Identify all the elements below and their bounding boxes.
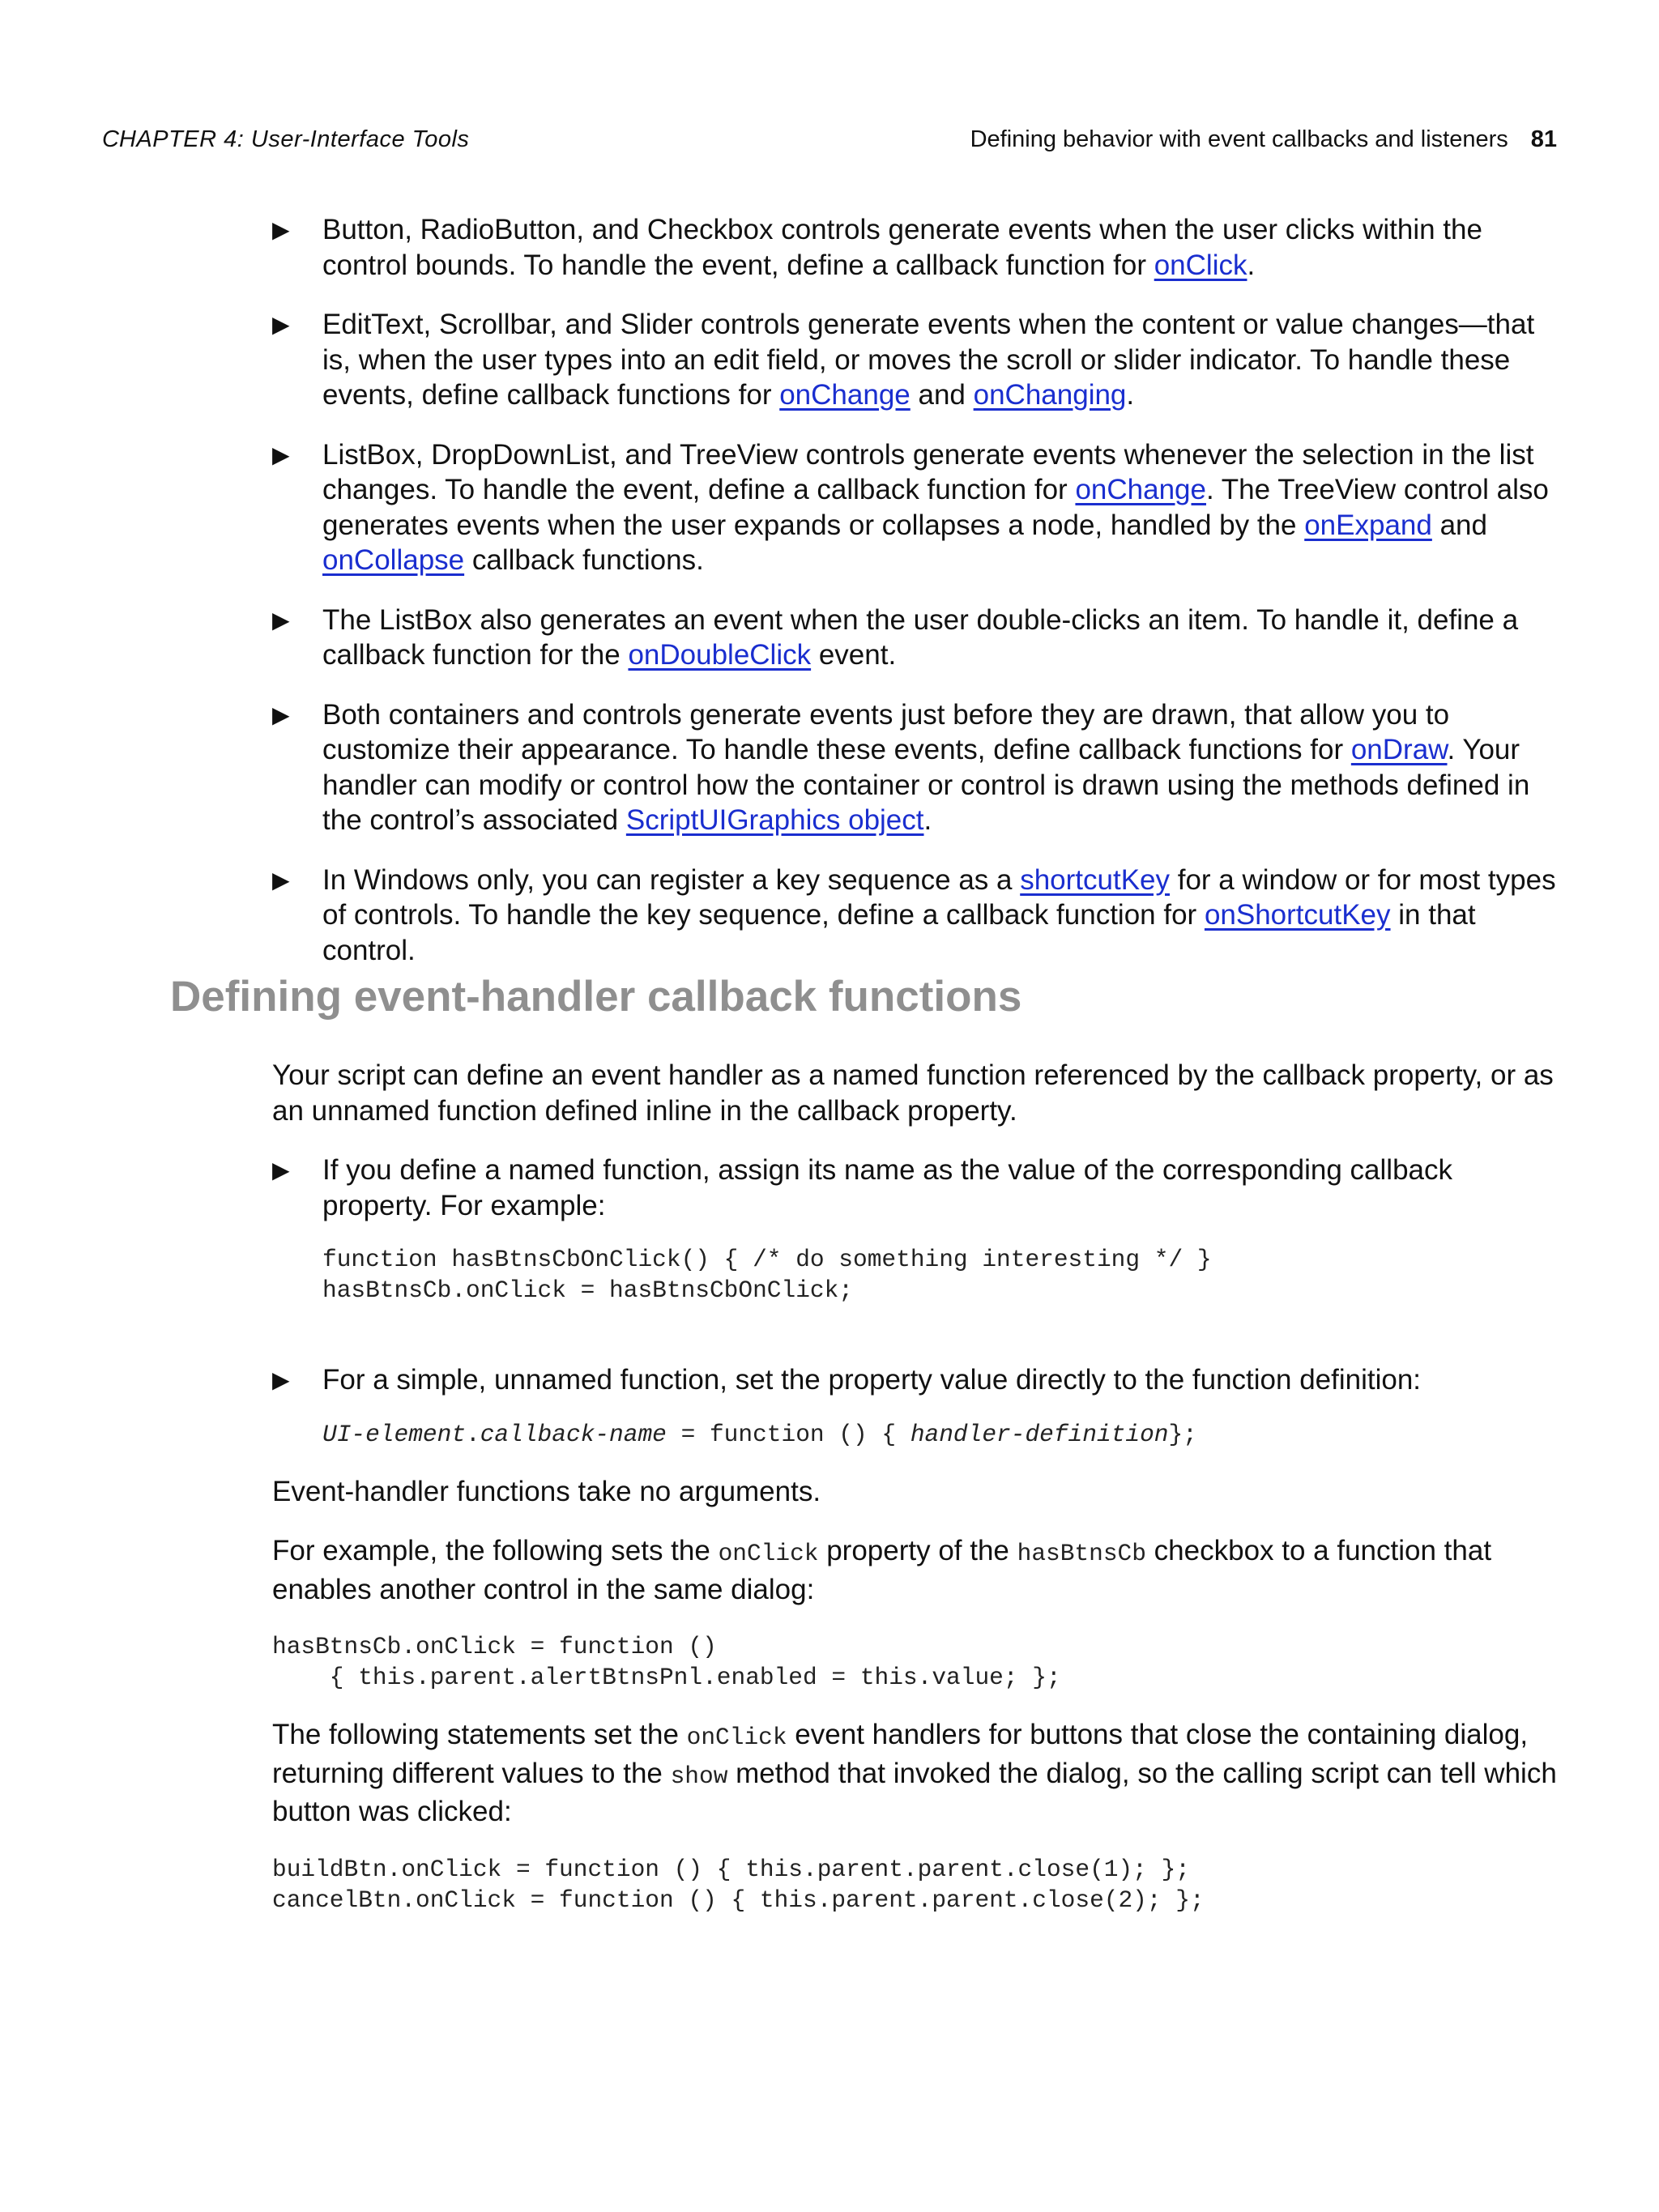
section-heading: Defining event-handler callback functions (170, 973, 1022, 1021)
section-title: Defining behavior with event callbacks and listeners 81 (970, 126, 1557, 152)
code-unnamed-function: UI-element.callback-name = function () { handler-definition}; (322, 1420, 1197, 1448)
no-args-paragraph: Event-handler functions take no arguments. (272, 1475, 821, 1507)
named-function-bullet: ▶ If you define a named function, assign its name as the value of the corresponding callback property. For example: function hasBtnsCbOnClick() { /* do something interesting */ } hasBtnsCb.onClick = hasBtnsCbOnClick; (272, 1153, 1560, 1306)
example-paragraph: For example, the following sets the onClick property of the hasBtnsCb checkbox to a function that enables another control in the same dialog: (272, 1535, 1492, 1605)
doc-link-onclick[interactable]: onClick (1154, 249, 1247, 281)
list-item: ▶ EditText, Scrollbar, and Slider controls generate events when the content or value changes—that is, when the user types into an edit field, or moves the scroll or slider indicator. To handle these events, define callback functions for onChange and onChanging. (272, 309, 1535, 411)
code-named-function: function hasBtnsCbOnClick() { /* do something interesting */ } hasBtnsCb.onClick = hasBtnsCbOnClick; (322, 1246, 1212, 1304)
bullet-arrow-icon: ▶ (272, 867, 290, 893)
running-header (102, 126, 1557, 153)
doc-link-scriptuigraphics-object[interactable]: ScriptUIGraphics object (625, 804, 924, 836)
doc-link-shortcutkey[interactable]: shortcutKey (1020, 863, 1171, 896)
doc-link-onchanging[interactable]: onChanging (973, 379, 1127, 411)
list-item: ▶ In Windows only, you can register a key sequence as a shortcutKey for a window or for most types of controls. To handle the key sequence, define a callback function for onShortcutKey in that control. (272, 863, 1556, 966)
page-number: 81 (1530, 126, 1557, 152)
unnamed-function-bullet: ▶ For a simple, unnamed function, set the property value directly to the function definition: UI-element.callback-name = function () { handler-definition}; (272, 1362, 1560, 1450)
bullet-arrow-icon: ▶ (272, 217, 290, 242)
list-item: ▶ The ListBox also generates an event when the user double-clicks an item. To handle it, define a callback function for the onDoubleClick event. (272, 603, 1519, 671)
bullet-arrow-icon: ▶ (272, 1367, 290, 1392)
bullet-arrow-icon: ▶ (272, 607, 290, 633)
code-checkbox-example: hasBtnsCb.onClick = function () { this.parent.alertBtnsPnl.enabled = this.value; }; (272, 1633, 1061, 1691)
bullet-arrow-icon: ▶ (272, 312, 290, 337)
doc-link-oncollapse[interactable]: onCollapse (322, 544, 465, 576)
event-bullet-list (272, 212, 1560, 968)
top-bullet-section (272, 212, 1560, 992)
list-item: ▶ ListBox, DropDownList, and TreeView controls generate events whenever the selection in the list changes. To handle the event, define a callback function for onChange. The TreeView control also generates events when the user expands or collapses a node, handled by the onExpand and onCollapse callback functions. (272, 438, 1549, 576)
code-buttons-example: buildBtn.onClick = function () { this.parent.parent.close(1); }; cancelBtn.onClick = function () { this.parent.parent.close(2); }; (272, 1855, 1205, 1914)
doc-link-onexpand[interactable]: onExpand (1304, 509, 1432, 541)
intro-paragraph: Your script can define an event handler as a named function referenced by the callback property, or as an unnamed function defined inline in the callback property. (272, 1059, 1554, 1127)
doc-link-onshortcutkey[interactable]: onShortcutKey (1204, 899, 1391, 931)
section-body (272, 1058, 1560, 1916)
bullet-arrow-icon: ▶ (272, 701, 290, 727)
bullet-arrow-icon: ▶ (272, 1157, 290, 1183)
list-item: ▶ Button, RadioButton, and Checkbox controls generate events when the user clicks within the control bounds. To handle the event, define a callback function for onClick. (272, 214, 1482, 281)
statements-paragraph: The following statements set the onClick event handlers for buttons that close the containing dialog, returning different values to the show method that invoked the dialog, so the calling script can tell which button was clicked: (272, 1719, 1557, 1827)
chapter-title: CHAPTER 4: User-Interface Tools (102, 126, 470, 152)
doc-link-ondraw[interactable]: onDraw (1350, 734, 1448, 765)
doc-link-onchange[interactable]: onChange (779, 379, 911, 411)
doc-link-onchange[interactable]: onChange (1075, 474, 1206, 505)
doc-link-ondoubleclick[interactable]: onDoubleClick (628, 639, 812, 671)
list-item: ▶ Both containers and controls generate events just before they are drawn, that allow you to customize their appearance. To handle these events, define callback functions for onDraw. Your handler can modify or control how the container or control is drawn using the methods defined in the control’s associated ScriptUIGraphics object. (272, 698, 1530, 836)
bullet-arrow-icon: ▶ (272, 441, 290, 467)
